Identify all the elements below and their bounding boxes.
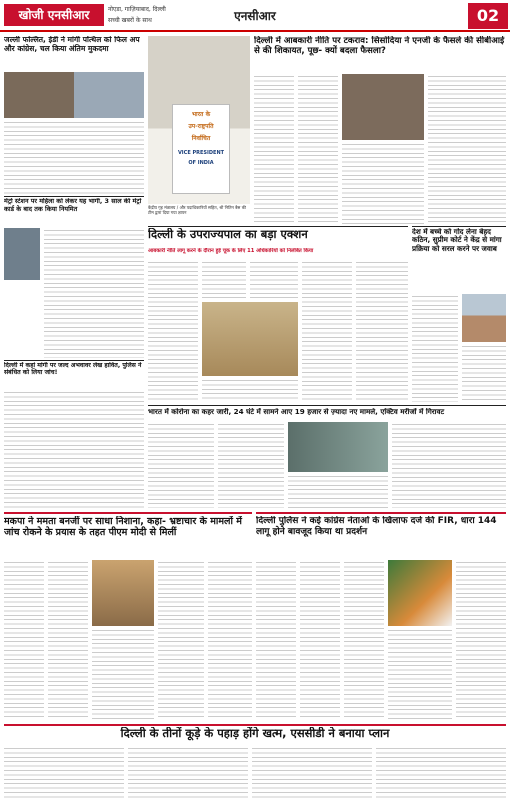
vp-banner-line3: निर्वाचित	[191, 135, 211, 142]
story-covid-col2	[218, 422, 284, 508]
photo-congress-protest	[388, 560, 452, 626]
story-landfill-col2	[128, 746, 248, 798]
story-cpim-col1	[4, 560, 44, 720]
masthead-meta: नोएडा, गाज़ियाबाद, दिल्ली	[108, 6, 166, 13]
story-ed-body	[4, 120, 144, 194]
story-fir-col1	[256, 560, 296, 720]
divider	[4, 512, 252, 514]
story-lg-col6	[202, 378, 298, 402]
divider	[256, 512, 506, 514]
divider	[4, 360, 144, 361]
divider	[4, 196, 144, 197]
photo-leaders	[4, 72, 144, 118]
story-fir-col5	[456, 560, 506, 720]
story-adoption-col2	[462, 344, 506, 402]
story-excise-headline: दिल्ली में आबकारी नीति पर टकराव: सिसोदिया ने एनजी के फैसले की सीबीआई से की शिकायत, पूछ- क्यों बदला फैसला?	[254, 36, 505, 57]
divider	[4, 724, 506, 726]
story-fir-col4	[388, 628, 452, 720]
story-cpim-headline: मकपा ने ममता बनर्जी पर साधा निशाना, कहा- भ्रष्टाचार के मामलों में जांच रोकने के प्रयास के तहत पीएम मोदी से मिलीं	[4, 516, 242, 539]
story-fir-col2	[300, 560, 340, 720]
story-fir-col3	[344, 560, 384, 720]
story-landfill-col1	[4, 746, 124, 798]
divider	[412, 226, 506, 227]
story-lg-col2	[202, 260, 246, 300]
photo-lg	[202, 302, 298, 376]
story-lg-col1	[148, 260, 198, 402]
story-excise-col1	[254, 74, 294, 224]
photo-caption: केंद्रीय गृह मंत्रालय / और पदाधिकारियों सहित, श्री नितिन बैस की टीम द्वारा दिया गया ज्ञापन	[148, 205, 247, 215]
divider	[148, 405, 506, 406]
photo-covid-test	[288, 422, 388, 472]
story-cpim-col5	[208, 560, 252, 720]
story-excise-col3	[342, 142, 424, 224]
story-covid-col4	[392, 422, 506, 508]
story-landfill-col4	[376, 746, 506, 798]
story-lg-subhead: आबकारी नीति लागू करने के दौरान हुई चूक के लिए 11 अधिकारियों को निलंबित किया	[148, 248, 314, 254]
vp-banner-line4: VICE PRESIDENT	[177, 150, 225, 156]
story-excise-col4	[428, 74, 506, 224]
story-metro-headline: मेट्रो स्टेशन पर महिला को लेकर यह भागी, 3 साल की मेट्रो कार्ड के बाद तक किया नियमित	[4, 198, 142, 213]
divider	[148, 226, 408, 227]
page-number: 02	[468, 3, 508, 29]
masthead-tagline: सच्ची खबरों के साथ	[108, 17, 152, 24]
story-lg-col4	[302, 260, 352, 402]
story-cpim-col3	[92, 628, 154, 720]
story-lg-col3	[250, 260, 298, 300]
story-excise-col2	[298, 74, 338, 224]
vp-banner-line1: भारत के	[191, 111, 211, 118]
story-covid-col1	[148, 422, 214, 508]
story-cpim-col2	[48, 560, 88, 720]
photo-metro	[4, 228, 40, 280]
story-lg-col5	[356, 260, 408, 402]
vp-banner-line2: उप-राष्ट्रपति	[188, 123, 214, 130]
photo-supreme-court	[462, 294, 506, 342]
story-landfill-col3	[252, 746, 372, 798]
section-title: एनसीआर	[200, 5, 310, 27]
vp-banner-line5: OF INDIA	[188, 160, 214, 166]
story-covid-headline: भारत में कोरोना का कहर जारी, 24 घंटे में सामने आए 19 हजार से ज़्यादा नए मामले, एक्टिव मरीजों में गिरावट	[148, 408, 445, 416]
photo-sisodia	[342, 74, 424, 140]
story-metro-body	[44, 228, 144, 358]
photo-mamata-modi	[92, 560, 154, 626]
story-adoption-col1	[412, 294, 458, 402]
story-adoption-headline-box: देश में बच्चे को गोद लेना बेहद कठिन, सुप्रीम कोर्ट ने केंद्र से मांगा प्रक्रिया को सरल करने पर जवाब	[412, 228, 502, 253]
brand-logo: खोजी एनसीआर	[4, 4, 104, 26]
story-police-headline: दिल्ली में कहां मांगी पर जल्द अभवावर लेख हावित, पुलिस ने संबंधित को लिया जांच!	[4, 362, 142, 377]
story-police-body	[4, 390, 144, 510]
story-fir-headline: दिल्ली पुलिस ने कई कांग्रेस नेताओं के खिलाफ दर्ज की FIR, धारा 144 लागू होने बावजूद किया था प्रदर्शन	[256, 516, 497, 537]
story-covid-col3	[288, 474, 388, 508]
story-ed-headline: जल्ली फल्लित, ईडी ने मांगी पत्थिल को फिल अप और कांग्रेस, चल किया अंतिम मुकदमा	[4, 36, 140, 53]
story-cpim-col4	[158, 560, 204, 720]
story-landfill-headline: दिल्ली के तीनों कूड़े के पहाड़ होंगे खत्म, एससीडी ने बनाया प्लान	[120, 727, 390, 740]
story-lg-headline: दिल्ली के उपराज्यपाल का बड़ा एक्शन	[148, 228, 308, 241]
